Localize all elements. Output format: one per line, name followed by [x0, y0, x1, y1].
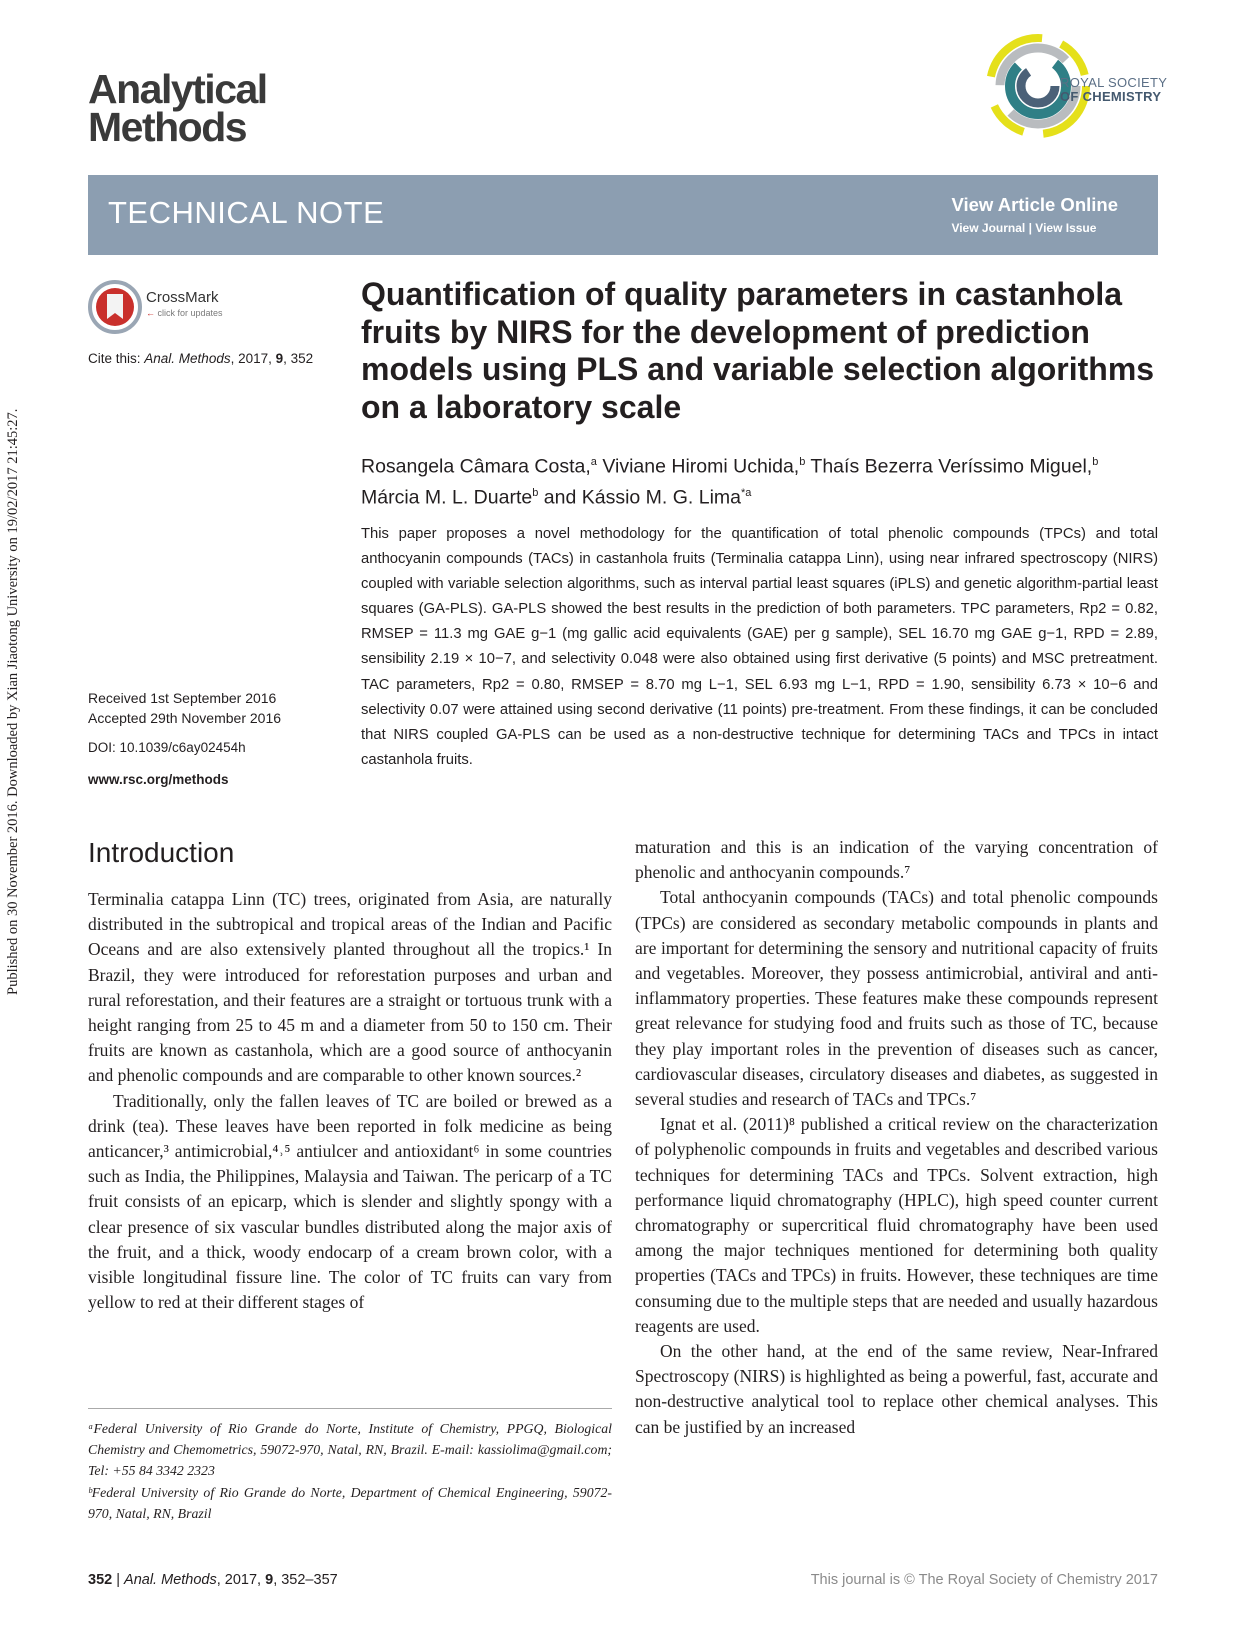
abstract: This paper proposes a novel methodology for the quantification of total phenolic compounds (TPCs) and total anthocyanin compounds (TACs) in castanhola fruits (Terminalia catappa Linn), using near infrared spectroscopy (NIRS) coupled with variable selection algorithms, such as interval partial least squares (iPLS) and genetic algorithm-partial least squares (GA-PLS). GA-PLS showed the best results in the prediction of both parameters. TPC parameters, Rp2 = 0.82, RMSEP = 11.3 mg GAE g−1 (mg gallic acid equivalents (GAE) per g sample), SEL 16.70 mg GAE g−1, RPD = 2.89, sensibility 2.19 × 10−7, and selectivity 0.048 were also obtained using first derivative (5 points) and MSC pretreatment. TAC parameters, Rp2 = 0.80, RMSEP = 8.70 mg L−1, SEL 6.93 mg L−1, RPD = 1.90, sensibility 6.73 × 10−6 and selectivity 0.07 were attained using second derivative (11 points) pre-treatment. From these findings, it can be concluded that NIRS coupled GA-PLS can be used as a non-destructive technique for determining TACs and TPCs in intact castanhola fruits.	[361, 526, 1158, 768]
crossmark-sub	[146, 308, 223, 318]
article-type-banner	[88, 175, 1158, 255]
author[interactable]: Viviane Hiromi Uchida,	[596, 455, 800, 478]
crossmark-icon	[88, 280, 142, 334]
body-paragraph: Terminalia catappa Linn (TC) trees, originated from Asia, are naturally distributed in the subtropical and tropical areas of the Indian and Pacific Oceans and are also extensively planted throughout all the tropics.¹ In Brazil, they were introduced for reforestation purposes and urban and rural reforestation, and their features are a straight or tortuous trunk with a height ranging from 25 to 45 m and a diameter from 50 to 150 cm. Their fruits are known as castanhola, which are a good source of anthocyanin and phenolic compounds and are comparable to other known sources.²	[88, 889, 612, 1086]
page-number: 352	[88, 1572, 113, 1588]
view-issue-link[interactable]: View Issue	[1035, 221, 1097, 235]
citation	[88, 351, 313, 366]
page-footer-citation	[88, 1572, 338, 1588]
body-paragraph: Ignat et al. (2011)⁸ published a critical review on the characterization of polyphenolic compounds in fruits and vegetables and described various techniques for determining TACs and TPCs. Solvent extraction, high performance liquid chromatography (HPLC), high speed counter current chromatography or supercritical fluid chromatography have been used among the major techniques mentioned for determining both quality properties (TACs and TPCs) in fruits. However, these techniques are time consuming due to the multiple steps that are needed and usually hazardous reagents are used.	[635, 1114, 1158, 1336]
body-paragraph: Total anthocyanin compounds (TACs) and total phenolic compounds (TPCs) are considered as secondary metabolic compounds in plants and are important for determining the sensory and nutritional capacity of fruits and vegetables. Moreover, they possess antimicrobial, antiviral and anti-inflammatory properties. These features make these compounds represent great relevance for studying food and fruits such as those of TC, because they play important roles in the prevention of diseases such as cancer, cardiovascular diseases, circulatory diseases and diabetes, as suggested in several studies and research of TACs and TPCs.⁷	[635, 887, 1158, 1110]
journal-website-link[interactable]: www.rsc.org/methods	[88, 772, 229, 787]
crossmark-sub-text: click for updates	[157, 308, 223, 318]
author-affiliation: a	[590, 456, 597, 468]
footer-separator: |	[112, 1572, 125, 1588]
cite-year: , 2017,	[230, 351, 276, 366]
cite-volume: 9	[275, 351, 284, 366]
author[interactable]: and Kássio M. G. Lima	[538, 486, 742, 508]
article-title: Quantification of quality parameters in castanhola fruits by NIRS for the development of prediction models using PLS and variable selection algorithms on a laboratory scale	[361, 276, 1155, 425]
footer-year: , 2017,	[216, 1572, 266, 1588]
cite-journal: Anal. Methods	[144, 351, 231, 366]
download-stamp	[2, 315, 24, 995]
journal-logo[interactable]	[88, 66, 267, 150]
link-separator: |	[1025, 221, 1036, 235]
rsc-line2: OF CHEMISTRY	[1060, 89, 1162, 104]
view-links	[951, 221, 1118, 235]
article-links	[951, 194, 1118, 235]
footer-pages: , 352–357	[273, 1572, 338, 1588]
body-paragraph: maturation and this is an indication of the varying concentration of phenolic and anthocyanin compounds.⁷	[635, 837, 1158, 883]
download-stamp-text: Published on 30 November 2016. Downloaded by Xian Jiaotong University on 19/02/2017 21:45:27.	[5, 408, 21, 995]
copyright: This journal is © The Royal Society of Chemistry 2017	[810, 1572, 1158, 1588]
author-list	[361, 449, 1161, 510]
affiliation-footnote: ᵇFederal University of Rio Grande do Norte, Department of Chemical Engineering, 59072-970, Natal, RN, Brazil	[88, 1485, 612, 1521]
accepted-date: Accepted 29th November 2016	[88, 710, 282, 726]
crossmark-badge[interactable]	[88, 280, 258, 330]
received-date: Received 1st September 2016	[88, 690, 277, 706]
footnote-divider	[88, 1408, 612, 1409]
rsc-line1: ROYAL SOCIETY	[1060, 75, 1168, 90]
crossmark-label: CrossMark	[146, 289, 219, 306]
author-affiliation: b	[799, 456, 806, 468]
footer-volume: 9	[265, 1572, 274, 1588]
author[interactable]: Rosangela Câmara Costa,	[361, 455, 591, 478]
body-paragraph: Traditionally, only the fallen leaves of TC are boiled or brewed as a drink (tea). These leaves have been reported in folk medicine as being anticancer,³ antimicrobial,⁴˒⁵ antiulcer and antioxidant⁶ in some countries such as India, the Philippines, Malaysia and Taiwan. The pericarp of a TC fruit consists of an epicarp, which is slender and slightly spongy with a clear presence of six vascular bundles distributed along the major axis of the fruit, and a thick, woody endocarp of a cream brown color, with a visible longitudinal fissure line. The color of TC fruits can vary from yellow to red at their different stages of	[88, 1090, 612, 1313]
view-journal-link[interactable]: View Journal	[951, 221, 1026, 235]
author[interactable]: Thaís Bezerra Veríssimo Miguel,	[805, 455, 1093, 478]
author-affiliation: b	[1092, 456, 1099, 468]
body-paragraph: On the other hand, at the end of the same review, Near-Infrared Spectroscopy (NIRS) is highlighted as being a powerful, fast, accurate and non-destructive analytical tool to replace other chemical analyses. This can be justified by an increased	[635, 1341, 1158, 1437]
footer-journal: Anal. Methods	[124, 1572, 217, 1588]
view-article-online-link[interactable]: View Article Online	[951, 194, 1118, 215]
rsc-wordmark	[1060, 76, 1170, 104]
dates	[88, 688, 281, 728]
cite-page: , 352	[283, 351, 314, 366]
cite-prefix: Cite this:	[88, 351, 145, 366]
journal-name-line2: Methods	[88, 104, 247, 150]
affiliation-footnote: ᵃFederal University of Rio Grande do Norte, Institute of Chemistry, PPGQ, Biological Chemistry and Chemometrics, 59072-970, Natal, RN, Brazil. E-mail: kassiolima@gmail.com; Tel: +55 84 3342 2323	[88, 1421, 612, 1478]
author-affiliation: *a	[741, 486, 752, 499]
journal-name-line1: Analytical	[88, 66, 267, 112]
affiliations-footnotes	[88, 1418, 612, 1525]
arrow-left-icon: ←	[146, 308, 155, 318]
author[interactable]: Márcia M. L. Duarte	[361, 486, 533, 508]
doi[interactable]: DOI: 10.1039/c6ay02454h	[88, 740, 246, 755]
section-heading-introduction: Introduction	[88, 837, 235, 868]
body-column-left	[88, 887, 612, 1315]
author-affiliation: b	[532, 486, 539, 499]
body-column-right	[635, 835, 1158, 1440]
article-type: TECHNICAL NOTE	[108, 195, 385, 230]
